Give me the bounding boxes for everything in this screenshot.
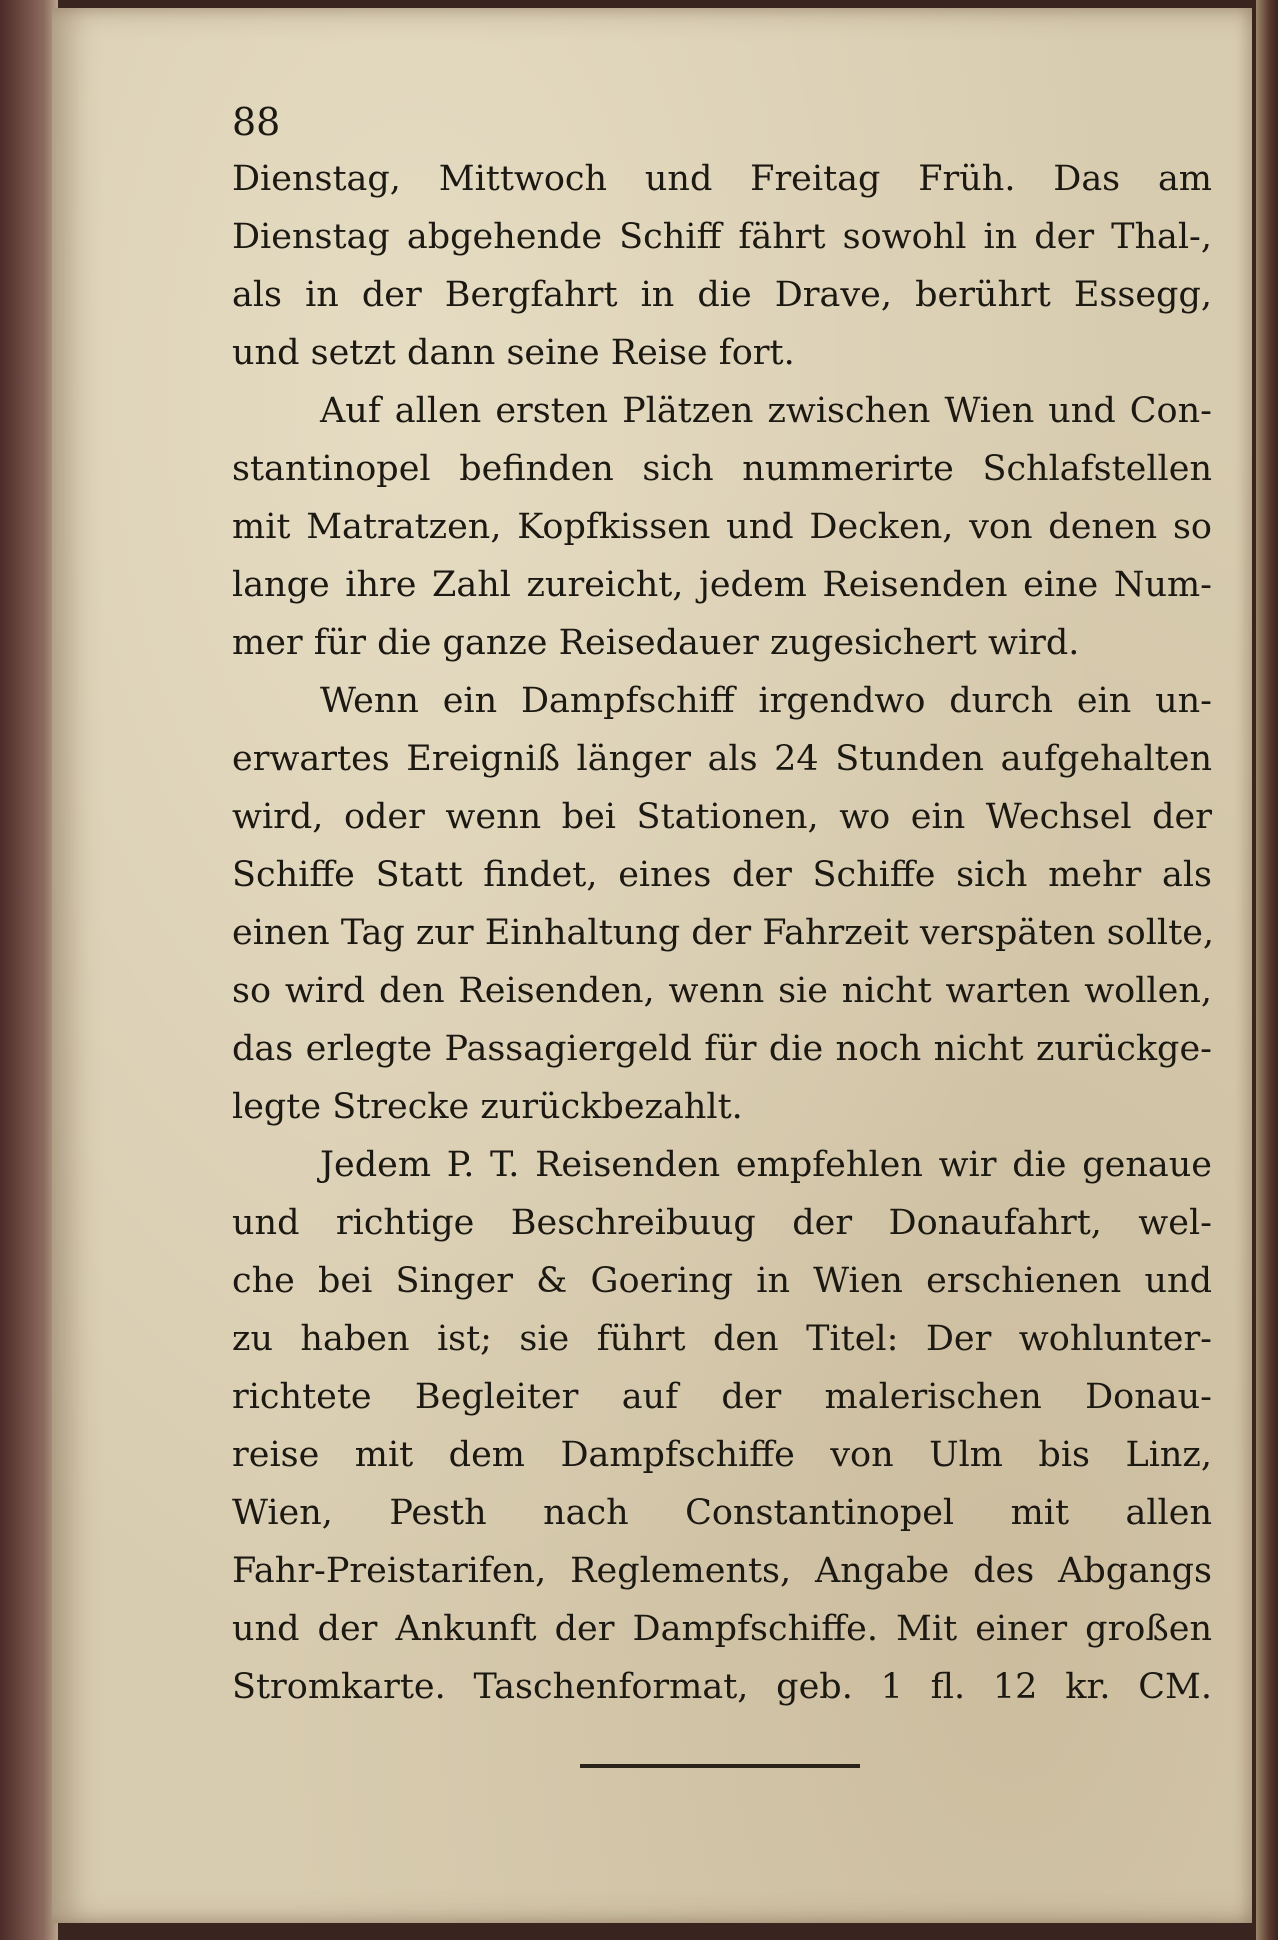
text-line: Stromkarte. Taschenformat, geb. 1 fl. 12 kr. CM. xyxy=(232,1667,1212,1707)
text-line: Fahr-Preistarifen, Reglements, Angabe des Abgangs xyxy=(232,1551,1212,1591)
text-line: und richtige Beschreibuug der Donaufahrt, wel- xyxy=(232,1203,1212,1243)
text-line: Dienstag, Mittwoch und Freitag Früh. Das am xyxy=(232,159,1212,199)
text-line: und der Ankunft der Dampfschiffe. Mit einer großen xyxy=(232,1609,1212,1649)
text-line: Schiffe Statt findet, eines der Schiffe sich mehr als xyxy=(232,855,1212,895)
text-line: so wird den Reisenden, wenn sie nicht warten wollen, xyxy=(232,971,1212,1011)
paragraph-first-line: Wenn ein Dampfschiff irgendwo durch ein un- xyxy=(320,681,1212,721)
text-line: zu haben ist; sie führt den Titel: Der wohlunter- xyxy=(232,1319,1212,1359)
text-line: wird, oder wenn bei Stationen, wo ein Wechsel der xyxy=(232,797,1212,837)
text-line: Dienstag abgehende Schiff fährt sowohl in der Thal-, xyxy=(232,217,1212,257)
text-line: legte Strecke zurückbezahlt. xyxy=(232,1087,743,1127)
text-line: erwartes Ereigniß länger als 24 Stunden aufgehalten xyxy=(232,739,1212,779)
text-line: das erlegte Passagiergeld für die noch nicht zurückge- xyxy=(232,1029,1212,1069)
page-number: 88 xyxy=(232,100,281,144)
text-line: und setzt dann seine Reise fort. xyxy=(232,333,795,373)
paragraph-first-line: Auf allen ersten Plätzen zwischen Wien und Con- xyxy=(320,391,1212,431)
book-cover-left-edge xyxy=(0,0,58,1940)
book-cover-right-edge xyxy=(1256,0,1278,1940)
text-line: lange ihre Zahl zureicht, jedem Reisenden eine Num- xyxy=(232,565,1212,605)
text-line: reise mit dem Dampfschiffe von Ulm bis Linz, xyxy=(232,1435,1212,1475)
text-line: Wien, Pesth nach Constantinopel mit allen xyxy=(232,1493,1212,1533)
closing-rule xyxy=(580,1764,860,1768)
text-line: che bei Singer & Goering in Wien erschienen und xyxy=(232,1261,1212,1301)
text-line: mit Matratzen, Kopfkissen und Decken, von denen so xyxy=(232,507,1212,547)
text-line: einen Tag zur Einhaltung der Fahrzeit verspäten sollte, xyxy=(232,913,1215,953)
text-line: als in der Bergfahrt in die Drave, berührt Essegg, xyxy=(232,275,1212,315)
paragraph-first-line: Jedem P. T. Reisenden empfehlen wir die genaue xyxy=(320,1145,1212,1185)
text-line: stantinopel befinden sich nummerirte Schlafstellen xyxy=(232,449,1212,489)
text-line: mer für die ganze Reisedauer zugesichert wird. xyxy=(232,623,1080,663)
text-line: richtete Begleiter auf der malerischen Donau- xyxy=(232,1377,1212,1417)
